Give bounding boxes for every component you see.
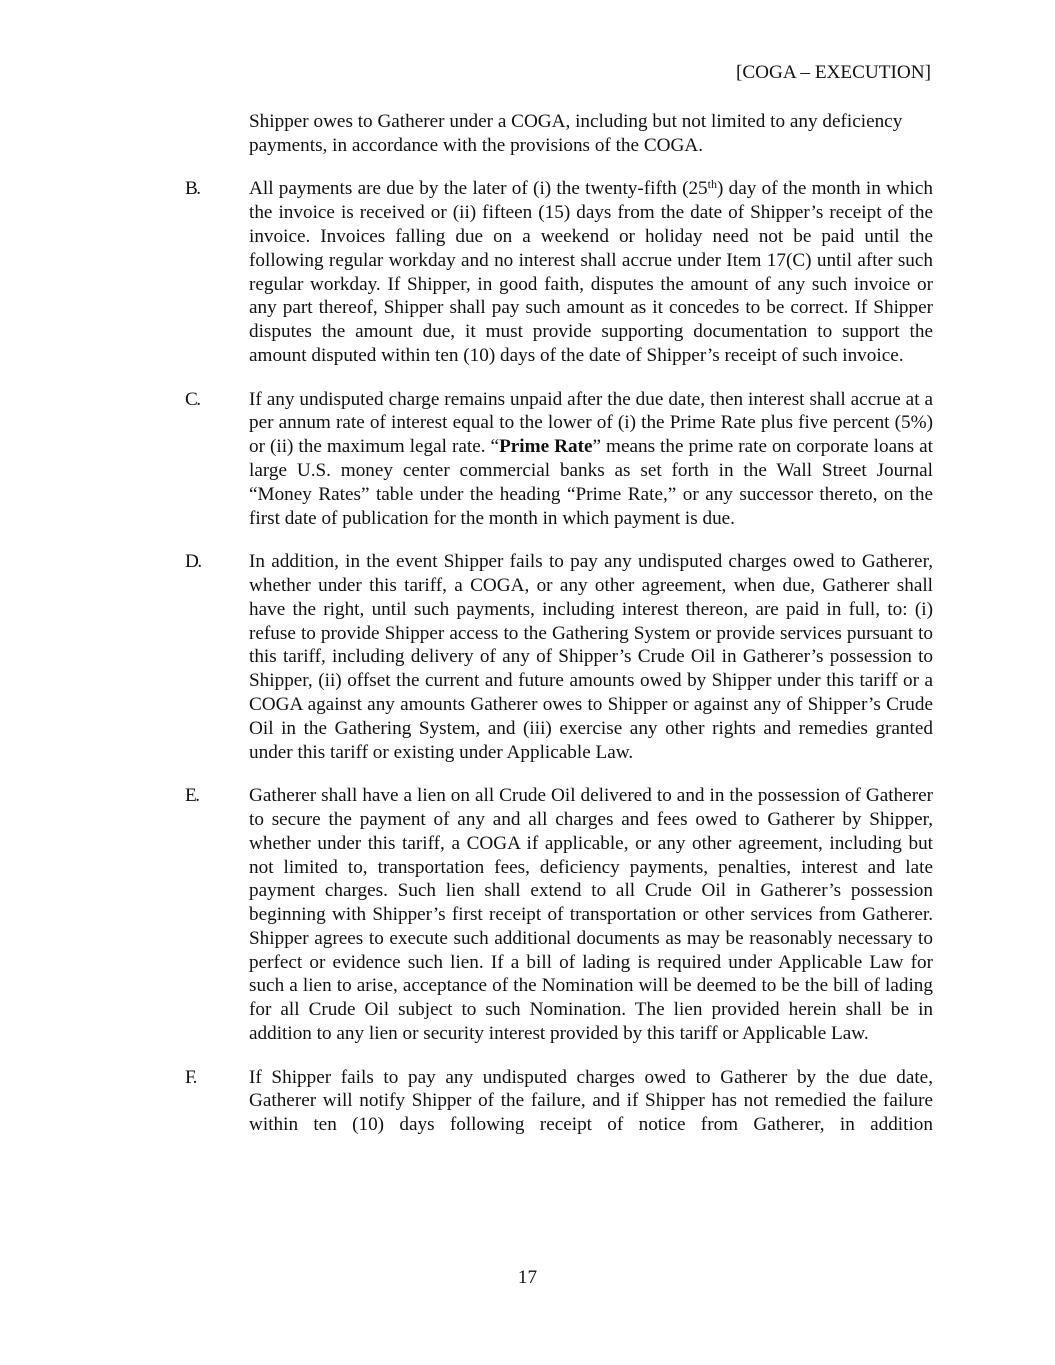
page-number: 17: [517, 1267, 538, 1288]
item-text-e: Gatherer shall have a lien on all Crude Oil delivered to and in the possession of Gatherer to secure the payment of any and all charges and fees owed to Gatherer by Shipper, whether under this tariff, a COGA if applicable, or any other agreement, including but not limited to, transportation fees, deficiency payments, penalties, interest and late payment charges. Such lien shall extend to all Crude Oil in Gatherer’s possession beginning with Shipper’s first receipt of transportation or other services from Gatherer. Shipper agrees to execute such additional documents as may be reasonably necessary to perfect or evidence such lien. If a bill of lading is required under Applicable Law for such a lien to arise, acceptance of the Nomination will be deemed to be the bill of lading for all Crude Oil subject to such Nomination. The lien provided herein shall be in addition to any lien or security interest provided by this tariff or Applicable Law.: [249, 785, 933, 1045]
item-text-c-part-2: ” means the prime rate on corporate loans at large U.S. money center commercial banks as set forth in the Wall Street Journal “Money Rates” table under the heading “Prime Rate,” or any successor thereto, on the first date of publication for the month in which payment is due.: [249, 436, 933, 529]
item-text-f: If Shipper fails to pay any undisputed charges owed to Gatherer by the due date, Gatherer will notify Shipper of the failure, and if Shipper has not remedied the failure within ten (10) days following receipt of notice from Gatherer, in addition: [249, 1066, 933, 1136]
section-item-e: [185, 784, 933, 1046]
item-text-d: In addition, in the event Shipper fails to pay any undisputed charges owed to Gatherer, whether under this tariff, a COGA, or any other agreement, when due, Gatherer shall have the right, until such payments, including interest thereon, are paid in full, to: (i) refuse to provide Shipper access to the Gathering System or provide services pursuant to this tariff, including delivery of any of Shipper’s Crude Oil in Gatherer’s possession to Shipper, (ii) offset the current and future amounts owed by Shipper under this tariff or a COGA against any amounts Gatherer owes to Shipper or against any of Shipper’s Crude Oil in the Gathering System, and (iii) exercise any other rights and remedies granted under this tariff or existing under Applicable Law.: [249, 551, 933, 763]
item-text-b-part-2: ) day of the month in which the invoice is received or (ii) fifteen (15) days from the date of Shipper’s receipt of the invoice. Invoices falling due on a weekend or holiday need not be paid until the following regular workday and no interest shall accrue under Item 17(C) until after such regular workday. If Shipper, in good faith, disputes the amount of any such invoice or any part thereof, Shipper shall pay such amount as it concedes to be correct. If Shipper disputes the amount due, it must provide supporting documentation to support the amount disputed within ten (10) days of the date of Shipper’s receipt of such invoice.: [249, 178, 934, 366]
item-text-b-part-1: All payments are due by the later of (i) the twenty-fifth (25: [249, 178, 708, 200]
item-letter-c: C.: [185, 388, 200, 410]
document-header-label: [COGA – EXECUTION]: [735, 62, 931, 83]
continued-paragraph: Shipper owes to Gatherer under a COGA, including but not limited to any deficiency payments, in accordance with the provisions of the COGA.: [249, 111, 903, 156]
item-text-c-part-1: If any undisputed charge remains unpaid after the due date, then interest shall accrue at a per annum rate of interest equal to the lower of (i) the Prime Rate plus five percent (5%) or (ii) the maximum legal rate. “: [249, 388, 933, 458]
section-item-f: [185, 1066, 933, 1137]
defined-term-prime-rate: Prime Rate: [499, 436, 593, 458]
document-body: [185, 110, 933, 1137]
item-text-b: [249, 177, 933, 367]
item-letter-b: B.: [185, 178, 200, 200]
ordinal-superscript: th: [707, 177, 717, 192]
item-text-c: [249, 388, 933, 531]
item-letter-d: D.: [185, 551, 201, 573]
item-letter-e: E.: [185, 785, 199, 807]
item-letter-f: F.: [185, 1066, 196, 1088]
section-item-d: [185, 550, 933, 764]
section-item-c: [185, 388, 933, 531]
section-item-b: [185, 177, 933, 367]
